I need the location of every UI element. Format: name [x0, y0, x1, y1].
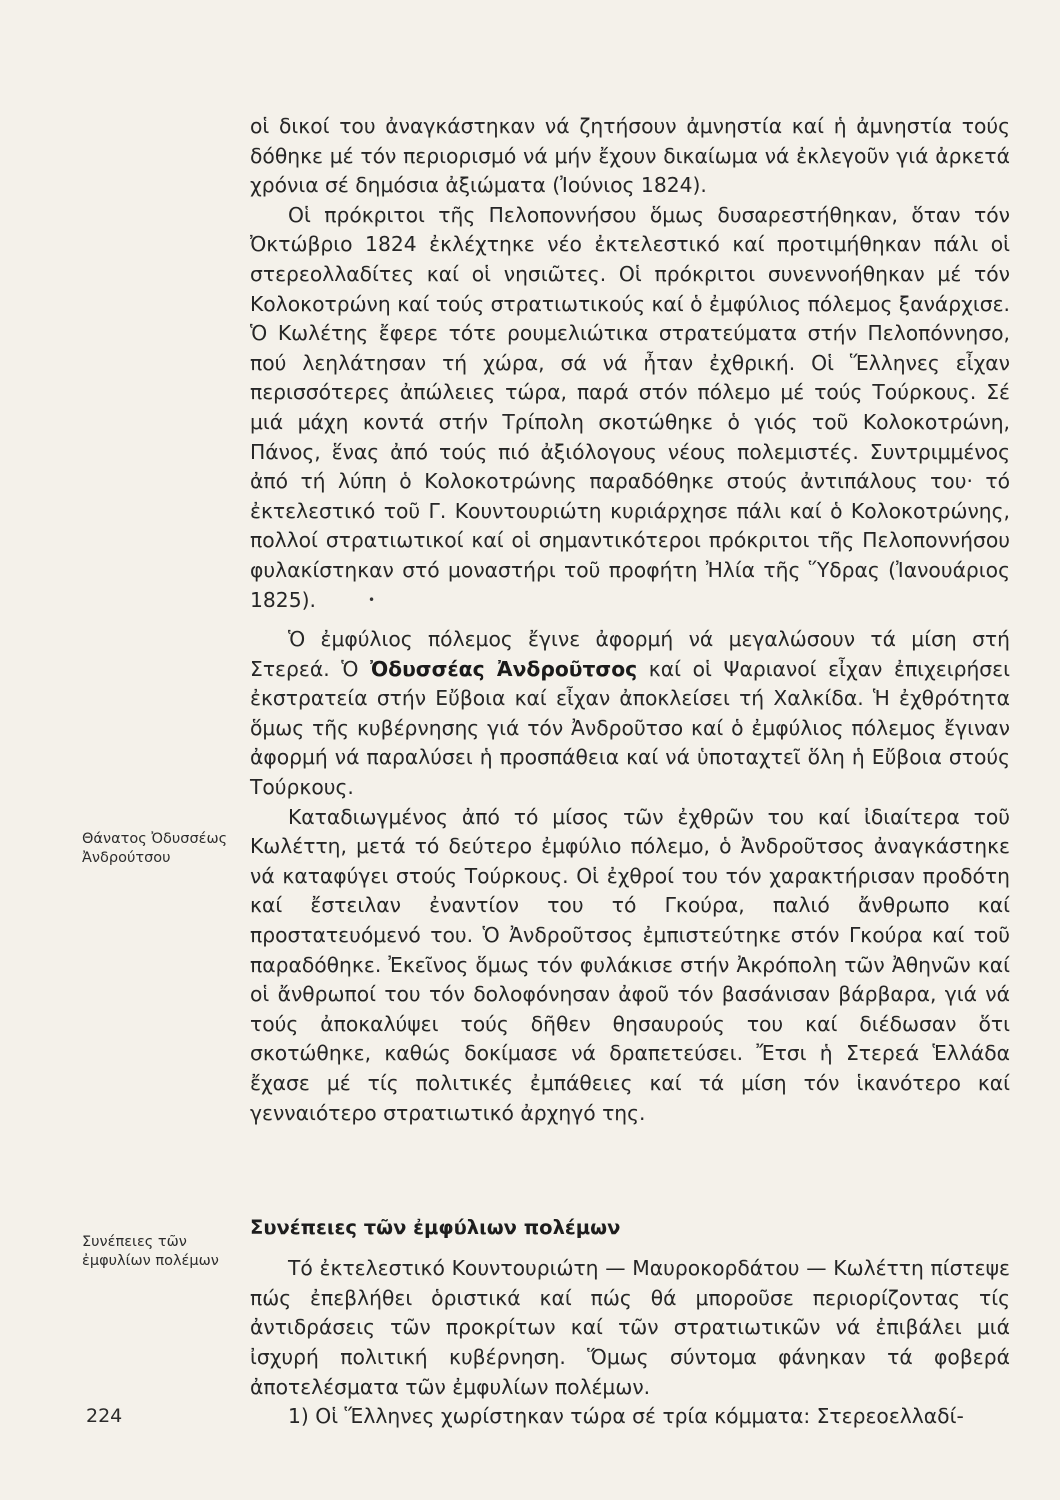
paragraph-androutsos-death: Καταδιωγμένος ἀπό τό μίσος τῶν ἐχθρῶν του καί ἰδιαίτερα τοῦ Κωλέττη, μετά τό δεύτερο ἐμφύλιο πόλεμο, ὁ Ἀνδροῦτσος ἀναγκάστηκε νά καταφύγει στούς Τούρκους. Οἱ ἐχθροί του τόν χαρακτήρισαν προδότη καί ἔστειλαν ἐναντίον του τό Γκούρα, παλιό ἄνθρωπο καί προστατευόμενό του. Ὁ Ἀνδροῦτσος ἐμπιστεύτηκε στόν Γκούρα καί τοῦ παραδόθηκε. Ἐκεῖνος ὅμως τόν φυλάκισε στήν Ἀκρόπολη τῶν Ἀθηνῶν καί οἱ ἄνθρωποί του τόν δολοφόνησαν ἀφοῦ τόν βασάνισαν βάρβαρα, γιά νά τούς ἀποκαλύψει τούς δῆθεν θησαυρούς του καί διέδωσαν ὅτι σκοτώθηκε, καθώς δοκίμασε νά δραπετεύσει. Ἔτσι ἡ Στερεά Ἑλλάδα ἔχασε μέ τίς πολιτικές ἐμπάθειες καί τά μίση τόν ἱκανότερο καί γενναιότερο στρατιωτικό ἀρχηγό της.	[250, 804, 1010, 1125]
paragraph-text: καί οἱ Ψαριανοί εἶχαν ἐπιχειρήσει ἐκστρατεία στήν Εὔβοια καί εἶχαν ἀποκλείσει τή Χαλκίδα. Ἡ ἐχθρότητα ὅμως τῆς κυβέρνησης γιά τόν Ἀνδροῦτσο καί ὁ ἐμφύλιος πόλεμος ἔγιναν ἀφορμή νά παραλύσει ἡ προσπάθεια καί νά ὑποταχτεῖ ὅλη ἡ Εὔβοια στούς Τούρκους.	[250, 656, 1010, 800]
margin-note-line: Θάνατος Ὀδυσσέως	[82, 831, 228, 847]
paragraph-text: Ὁ ἐμφύλιος πόλεμος ἔγινε ἀφορμή νά μεγαλώσουν τά μίση στή Στερεά. Ὁ	[250, 627, 1010, 681]
bold-name-odysseas-androutsos: Ὀδυσσέας Ἀνδροῦτσος	[370, 656, 638, 681]
margin-note-odysseas-death	[82, 830, 242, 868]
paragraph-amnesty: οἱ δικοί του ἀναγκάστηκαν νά ζητήσουν ἀμνηστία καί ἡ ἀμνηστία τούς δόθηκε μέ τόν περιορισμό νά μήν ἔχουν δικαίωμα νά ἐκλεγοῦν γιά ἀρκετά χρόνια σέ δημόσια ἀξιώματα (Ἰούνιος 1824).	[250, 114, 1010, 198]
paragraph-executive-government: Τό ἐκτελεστικό Κουντουριώτη — Μαυροκορδάτου — Κωλέττη πίστεψε πώς ἐπεβλήθει ὁριστικά καί πώς θά μποροῦσε περιορίζοντας τίς ἀντιδράσεις τῶν προκρίτων καί τῶν στρατιωτικῶν νά ἐπιβάλει μιά ἰσχυρή πολιτική κυβέρνηση. Ὅμως σύντομα φάνηκαν τά φοβερά ἀποτελέσματα τῶν ἐμφυλίων πολέμων.	[250, 1256, 1010, 1399]
margin-note-civil-war-consequences	[82, 1233, 242, 1271]
page-number: 224	[86, 1405, 123, 1427]
paragraph-three-parties: 1) Οἱ Ἕλληνες χωρίστηκαν τώρα σέ τρία κόμματα: Στερεοελλαδί-	[288, 1404, 964, 1429]
margin-note-line: Ἀνδρούτσου	[82, 850, 171, 866]
main-text-column	[250, 112, 1010, 1432]
section-heading-consequences: Συνέπειες τῶν ἐμφύλιων πολέμων	[250, 1216, 621, 1240]
paragraph-peloponnese-notables	[250, 201, 1010, 615]
paragraph-civil-war-sterea	[250, 625, 1010, 803]
margin-note-line: ἐμφυλίων πολέμων	[82, 1253, 219, 1269]
stray-print-mark: •	[367, 592, 376, 607]
margin-note-line: Συνέπειες τῶν	[82, 1234, 187, 1250]
paragraph-text: Οἱ πρόκριτοι τῆς Πελοποννήσου ὅμως δυσαρεστήθηκαν, ὅταν τόν Ὀκτώβριο 1824 ἐκλέχτηκε νέο ἐκτελεστικό καί προτιμήθηκαν πάλι οἱ στερεολλαδίτες καί οἱ νησιῶτες. Οἱ πρόκριτοι συνεννοήθηκαν μέ τόν Κολοκοτρώνη καί τούς στρατιωτικούς καί ὁ ἐμφύλιος πόλεμος ξανάρχισε. Ὁ Κωλέτης ἔφερε τότε ρουμελιώτικα στρατεύματα στήν Πελοπόννησο, πού λεηλάτησαν τή χώρα, σά νά ἦταν ἐχθρική. Οἱ Ἕλληνες εἶχαν περισσότερες ἀπώλειες τώρα, παρά στόν πόλεμο μέ τούς Τούρκους. Σέ μιά μάχη κοντά στήν Τρίπολη σκοτώθηκε ὁ γιός τοῦ Κολοκοτρώνη, Πάνος, ἕνας ἀπό τούς πιό ἀξιόλογους νέους πολεμιστές. Συντριμμένος ἀπό τή λύπη ὁ Κολοκοτρώνης παραδόθηκε στούς ἀντιπάλους του· τό ἐκτελεστικό τοῦ Γ. Κουντουριώτη κυριάρχησε πάλι καί ὁ Κολοκοτρώνης, πολλοί στρατιωτικοί καί οἱ σημαντικότεροι πρόκριτοι τῆς Πελοποννήσου φυλακίστηκαν στό μοναστήρι τοῦ προφήτη Ἠλία τῆς Ὕδρας (Ἰανουάριος 1825).	[250, 202, 1010, 612]
